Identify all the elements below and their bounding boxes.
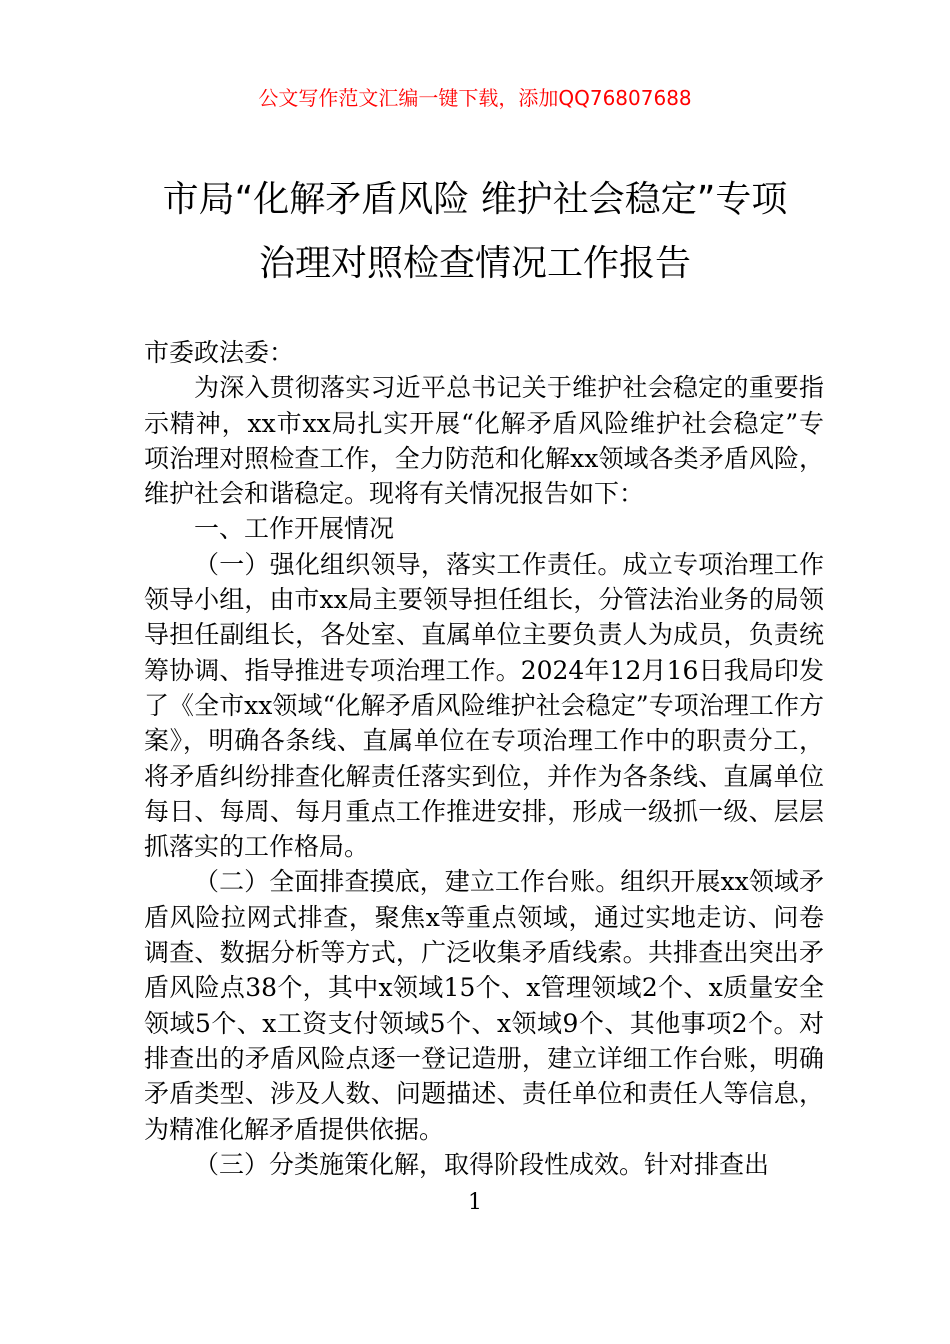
page-number: 1	[468, 1190, 482, 1215]
paragraph-organization: （一）强化组织领导，落实工作责任。成立专项治理工作领导小组，由市xx局主要领导担任组长，分管法治业务的局领导担任副组长，各处室、直属单位主要负责人为成员，负责统筹协调、指导推进专项治理工作。2024年12月16日我局印发了《全市xx领域“化解矛盾风险维护社会稳定”专项治理工作方案》，明确各条线、直属单位在专项治理工作中的职责分工，将矛盾纠纷排查化解责任落实到位，并作为各条线、直属单位每日、每周、每月重点工作推进安排，形成一级抓一级、层层抓落实的工作格局。	[144, 549, 824, 862]
document-title	[0, 168, 950, 296]
section-heading-1: 一、工作开展情况	[194, 514, 395, 544]
paragraph-investigation: （二）全面排查摸底，建立工作台账。组织开展xx领域矛盾风险拉网式排查，聚焦x等重点领域，通过实地走访、问卷调查、数据分析等方式，广泛收集矛盾线索。共排查出突出矛盾风险点38个，其中x领域15个、x管理领域2个、x质量安全领域5个、x工资支付领域5个、x领域9个、其他事项2个。对排查出的矛盾风险点逐一登记造册，建立详细工作台账，明确矛盾类型、涉及人数、问题描述、责任单位和责任人等信息，为精准化解矛盾提供依据。	[144, 867, 824, 1144]
intro-paragraph: 为深入贯彻落实习近平总书记关于维护社会稳定的重要指示精神，xx市xx局扎实开展“化解矛盾风险维护社会稳定”专项治理对照检查工作，全力防范和化解xx领域各类矛盾风险，维护社会和谐稳定。现将有关情况报告如下：	[144, 373, 824, 509]
document-body	[144, 335, 824, 1182]
title-line-1: 市局“化解矛盾风险 维护社会稳定”专项	[162, 179, 788, 220]
title-line-2: 治理对照检查情况工作报告	[258, 243, 691, 284]
salutation: 市委政法委：	[144, 338, 295, 367]
download-banner[interactable]: 公文写作范文汇编一键下载，添加QQ76807688	[258, 86, 692, 110]
paragraph-resolution: （三）分类施策化解，取得阶段性成效。针对排查出	[194, 1149, 770, 1179]
